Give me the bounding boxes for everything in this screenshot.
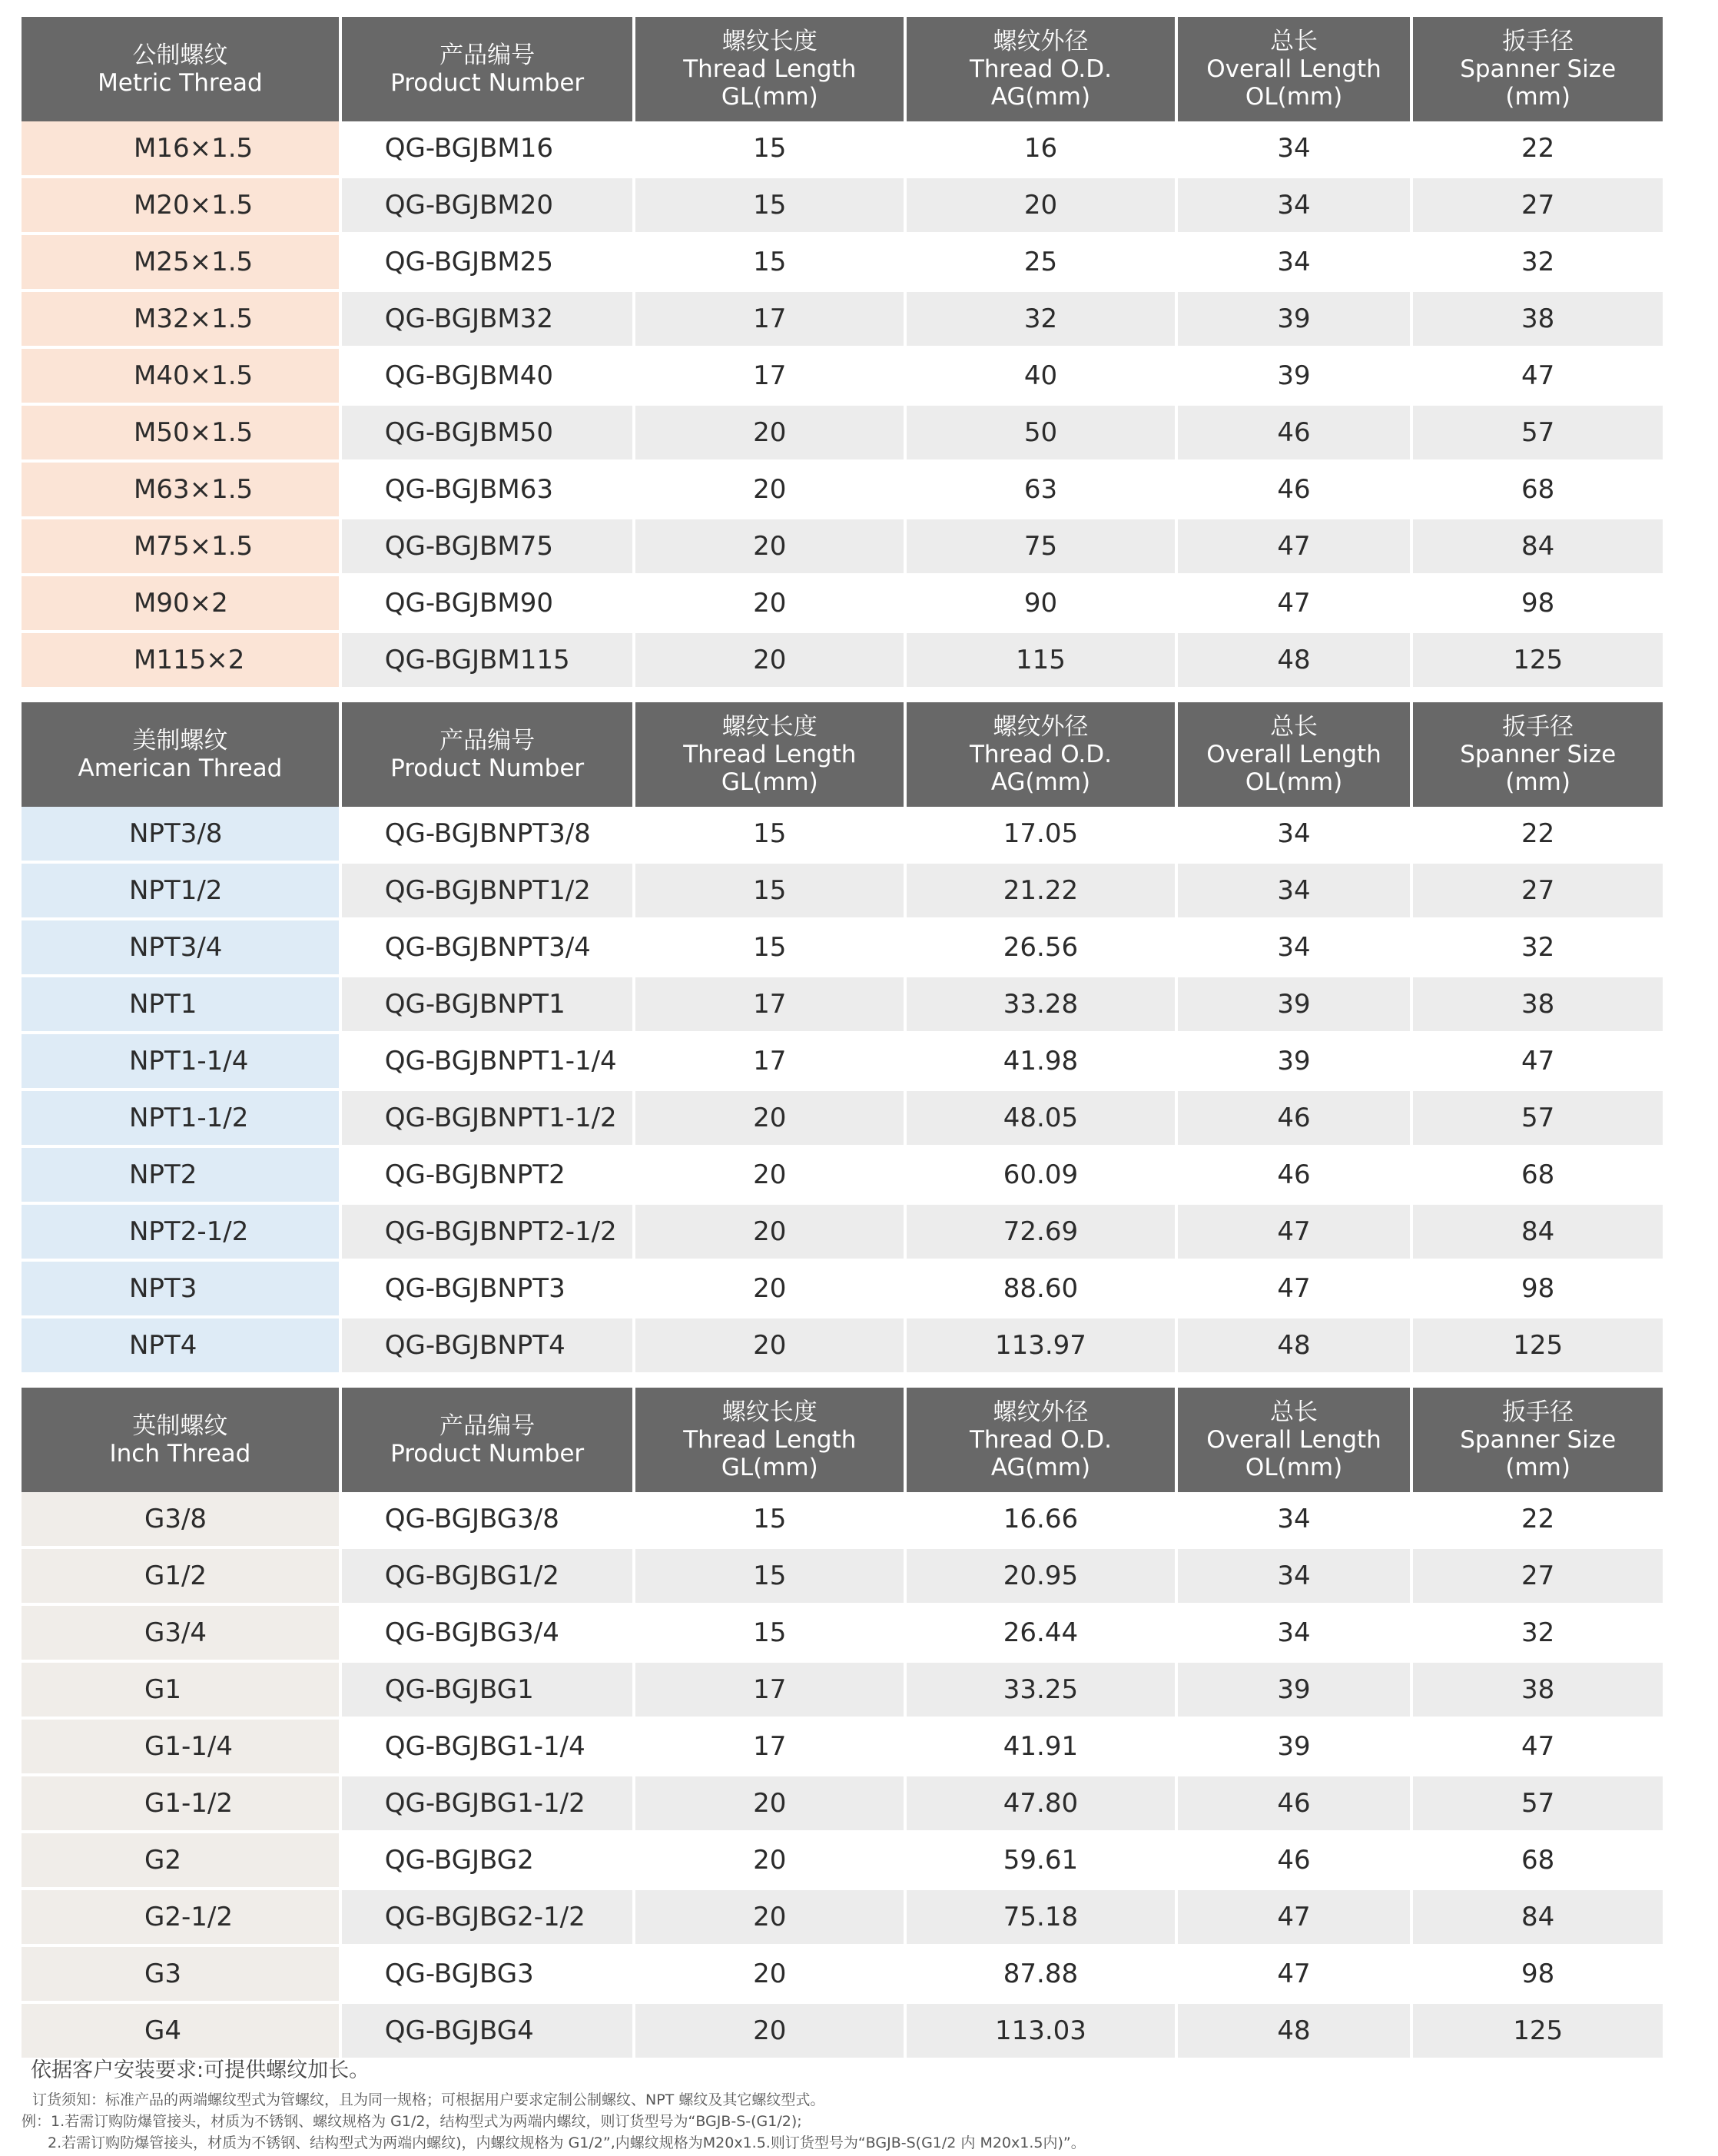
spanner-size-cell: 22 (1413, 807, 1663, 864)
overall-length-cell: 39 (1178, 977, 1411, 1034)
thread-od-cell: 113.03 (907, 2004, 1175, 2061)
thread-length-cell: 20 (635, 633, 904, 690)
spanner-size-cell: 47 (1413, 349, 1663, 406)
product-number-cell: QG-BGJBM115 (342, 633, 633, 690)
overall-length-header: 总长 Overall Length OL(mm) (1178, 1388, 1411, 1492)
thread-od-cell: 90 (907, 576, 1175, 633)
overall-length-cell: 48 (1178, 2004, 1411, 2061)
thread-od-cell: 60.09 (907, 1148, 1175, 1205)
overall-length-cell: 46 (1178, 1833, 1411, 1890)
spanner-size-cell: 47 (1413, 1034, 1663, 1091)
thread-length-header: 螺纹长度 Thread Length GL(mm) (635, 17, 904, 121)
table-row (22, 463, 1663, 519)
thread-spec-cell: NPT1-1/2 (22, 1091, 339, 1148)
thread-od-cell: 16.66 (907, 1492, 1175, 1549)
product-number-cell: QG-BGJBG1-1/2 (342, 1776, 633, 1833)
spanner-size-cell: 84 (1413, 519, 1663, 576)
overall-length-cell: 46 (1178, 1148, 1411, 1205)
spanner-size-cell: 98 (1413, 1262, 1663, 1318)
overall-length-cell: 34 (1178, 235, 1411, 292)
header-row (22, 702, 1663, 807)
thread-length-cell: 20 (635, 519, 904, 576)
table-row (22, 977, 1663, 1034)
thread-od-cell: 47.80 (907, 1776, 1175, 1833)
product-number-cell: QG-BGJBNPT1-1/2 (342, 1091, 633, 1148)
thread-length-cell: 15 (635, 1492, 904, 1549)
overall-length-cell: 47 (1178, 1262, 1411, 1318)
overall-length-cell: 34 (1178, 1549, 1411, 1606)
thread-spec-cell: NPT3/4 (22, 920, 339, 977)
order-note: 订货须知：标准产品的两端螺纹型式为管螺纹，且为同一规格；可根据用户要求定制公制螺纹、NPT 螺纹及其它螺纹型式。 (32, 2091, 825, 2108)
table-row (22, 1663, 1663, 1720)
thread-length-cell: 17 (635, 977, 904, 1034)
overall-length-header: 总长 Overall Length OL(mm) (1178, 17, 1411, 121)
thread-spec-cell: M40×1.5 (22, 349, 339, 406)
thread-length-cell: 20 (635, 1091, 904, 1148)
product-number-cell: QG-BGJBG4 (342, 2004, 633, 2061)
thread-spec-cell: NPT1 (22, 977, 339, 1034)
overall-length-cell: 39 (1178, 292, 1411, 349)
thread-length-cell: 20 (635, 406, 904, 463)
thread-spec-cell: M115×2 (22, 633, 339, 690)
product-number-cell: QG-BGJBM32 (342, 292, 633, 349)
overall-length-cell: 34 (1178, 178, 1411, 235)
overall-length-cell: 47 (1178, 576, 1411, 633)
table-row (22, 1833, 1663, 1890)
table-row (22, 1318, 1663, 1375)
product-number-cell: QG-BGJBNPT4 (342, 1318, 633, 1375)
example-note-2: 2.若需订购防爆管接头，材质为不锈钢、结构型式为两端内螺纹)，内螺纹规格为 G1/2”,内螺纹规格为M20x1.5.则订货型号为“BGJB-S(G1/2 内 M20x1.5内)”。 (48, 2134, 1086, 2151)
thread-od-cell: 41.91 (907, 1720, 1175, 1776)
overall-length-cell: 48 (1178, 1318, 1411, 1375)
thread-spec-cell: NPT1-1/4 (22, 1034, 339, 1091)
table-row (22, 1606, 1663, 1663)
thread-type-header: 美制螺纹 American Thread (22, 702, 339, 807)
product-number-cell: QG-BGJBNPT2-1/2 (342, 1205, 633, 1262)
thread-spec-cell: M63×1.5 (22, 463, 339, 519)
spanner-size-cell: 27 (1413, 1549, 1663, 1606)
table-body (22, 121, 1663, 690)
table-row (22, 1776, 1663, 1833)
thread-od-cell: 16 (907, 121, 1175, 178)
overall-length-cell: 39 (1178, 1034, 1411, 1091)
table-row (22, 349, 1663, 406)
thread-length-cell: 20 (635, 1776, 904, 1833)
thread-length-cell: 15 (635, 807, 904, 864)
header-row (22, 17, 1663, 121)
product-number-cell: QG-BGJBNPT2 (342, 1148, 633, 1205)
thread-length-cell: 20 (635, 1833, 904, 1890)
table-body (22, 807, 1663, 1375)
spanner-size-cell: 125 (1413, 633, 1663, 690)
overall-length-cell: 47 (1178, 1205, 1411, 1262)
overall-length-cell: 46 (1178, 463, 1411, 519)
product-number-cell: QG-BGJBG2 (342, 1833, 633, 1890)
thread-length-cell: 20 (635, 1148, 904, 1205)
product-number-cell: QG-BGJBNPT1 (342, 977, 633, 1034)
thread-od-cell: 17.05 (907, 807, 1175, 864)
thread-od-cell: 41.98 (907, 1034, 1175, 1091)
thread-spec-cell: G2-1/2 (22, 1890, 339, 1947)
product-number-header: 产品编号 Product Number (342, 702, 633, 807)
table-row (22, 920, 1663, 977)
thread-length-cell: 17 (635, 1720, 904, 1776)
table-row (22, 1720, 1663, 1776)
thread-length-cell: 17 (635, 1663, 904, 1720)
product-number-cell: QG-BGJBG3 (342, 1947, 633, 2004)
overall-length-cell: 34 (1178, 864, 1411, 920)
spanner-size-header: 扳手径 Spanner Size (mm) (1413, 1388, 1663, 1492)
spanner-size-cell: 32 (1413, 920, 1663, 977)
overall-length-cell: 47 (1178, 519, 1411, 576)
overall-length-cell: 47 (1178, 1947, 1411, 2004)
thread-length-cell: 20 (635, 1318, 904, 1375)
note-main: 依据客户安装要求:可提供螺纹加长。 (31, 2058, 370, 2082)
thread-od-cell: 75 (907, 519, 1175, 576)
product-number-header: 产品编号 Product Number (342, 17, 633, 121)
thread-length-header: 螺纹长度 Thread Length GL(mm) (635, 702, 904, 807)
thread-od-cell: 20 (907, 178, 1175, 235)
thread-length-cell: 20 (635, 1205, 904, 1262)
product-number-header: 产品编号 Product Number (342, 1388, 633, 1492)
thread-length-cell: 20 (635, 1890, 904, 1947)
thread-length-cell: 15 (635, 235, 904, 292)
product-number-cell: QG-BGJBM50 (342, 406, 633, 463)
table-row (22, 807, 1663, 864)
spec-sheet (22, 17, 1669, 2061)
table-row (22, 1205, 1663, 1262)
thread-od-cell: 75.18 (907, 1890, 1175, 1947)
thread-length-header: 螺纹长度 Thread Length GL(mm) (635, 1388, 904, 1492)
thread-od-cell: 88.60 (907, 1262, 1175, 1318)
product-number-cell: QG-BGJBNPT1/2 (342, 864, 633, 920)
product-number-cell: QG-BGJBG3/8 (342, 1492, 633, 1549)
table-row (22, 1947, 1663, 2004)
table-row (22, 864, 1663, 920)
thread-spec-cell: G3/4 (22, 1606, 339, 1663)
example-note-1: 例：1.若需订购防爆管接头，材质为不锈钢、螺纹规格为 G1/2，结构型式为两端内螺纹，则订货型号为“BGJB-S-(G1/2); (22, 2113, 802, 2130)
thread-spec-cell: M16×1.5 (22, 121, 339, 178)
thread-length-cell: 15 (635, 864, 904, 920)
thread-spec-cell: NPT1/2 (22, 864, 339, 920)
thread-spec-cell: G2 (22, 1833, 339, 1890)
thread-spec-cell: NPT4 (22, 1318, 339, 1375)
table-row (22, 1890, 1663, 1947)
overall-length-cell: 34 (1178, 807, 1411, 864)
product-number-cell: QG-BGJBNPT3 (342, 1262, 633, 1318)
spanner-size-cell: 98 (1413, 576, 1663, 633)
thread-spec-cell: NPT2 (22, 1148, 339, 1205)
header-row (22, 1388, 1663, 1492)
thread-spec-cell: NPT3 (22, 1262, 339, 1318)
american-thread-table (18, 702, 1666, 1375)
table-row (22, 633, 1663, 690)
spanner-size-cell: 32 (1413, 235, 1663, 292)
thread-od-cell: 32 (907, 292, 1175, 349)
thread-spec-cell: M50×1.5 (22, 406, 339, 463)
thread-od-cell: 26.56 (907, 920, 1175, 977)
thread-spec-cell: M75×1.5 (22, 519, 339, 576)
overall-length-cell: 34 (1178, 920, 1411, 977)
table-row (22, 292, 1663, 349)
overall-length-cell: 34 (1178, 1492, 1411, 1549)
thread-od-cell: 26.44 (907, 1606, 1175, 1663)
thread-od-cell: 33.25 (907, 1663, 1175, 1720)
thread-length-cell: 15 (635, 1549, 904, 1606)
product-number-cell: QG-BGJBM63 (342, 463, 633, 519)
spanner-size-cell: 38 (1413, 292, 1663, 349)
table-row (22, 1262, 1663, 1318)
table-row (22, 1492, 1663, 1549)
thread-spec-cell: M20×1.5 (22, 178, 339, 235)
product-number-cell: QG-BGJBG3/4 (342, 1606, 633, 1663)
product-number-cell: QG-BGJBNPT1-1/4 (342, 1034, 633, 1091)
spanner-size-cell: 98 (1413, 1947, 1663, 2004)
thread-spec-cell: G3 (22, 1947, 339, 2004)
spanner-size-cell: 27 (1413, 864, 1663, 920)
spanner-size-cell: 38 (1413, 1663, 1663, 1720)
thread-length-cell: 20 (635, 2004, 904, 2061)
overall-length-cell: 34 (1178, 121, 1411, 178)
thread-spec-cell: G1 (22, 1663, 339, 1720)
thread-type-header: 英制螺纹 Inch Thread (22, 1388, 339, 1492)
product-number-cell: QG-BGJBM40 (342, 349, 633, 406)
overall-length-cell: 47 (1178, 1890, 1411, 1947)
product-number-cell: QG-BGJBM25 (342, 235, 633, 292)
thread-length-cell: 20 (635, 576, 904, 633)
thread-length-cell: 15 (635, 178, 904, 235)
thread-length-cell: 20 (635, 463, 904, 519)
table-row (22, 1034, 1663, 1091)
spanner-size-cell: 84 (1413, 1205, 1663, 1262)
overall-length-cell: 39 (1178, 1663, 1411, 1720)
inch-thread-table (18, 1388, 1666, 2061)
thread-spec-cell: M32×1.5 (22, 292, 339, 349)
spanner-size-header: 扳手径 Spanner Size (mm) (1413, 17, 1663, 121)
overall-length-cell: 46 (1178, 1091, 1411, 1148)
overall-length-cell: 39 (1178, 349, 1411, 406)
thread-od-cell: 25 (907, 235, 1175, 292)
product-number-cell: QG-BGJBM75 (342, 519, 633, 576)
table-row (22, 235, 1663, 292)
table-row (22, 406, 1663, 463)
thread-length-cell: 17 (635, 349, 904, 406)
spanner-size-cell: 57 (1413, 1776, 1663, 1833)
table-row (22, 2004, 1663, 2061)
spanner-size-cell: 68 (1413, 1833, 1663, 1890)
thread-type-header: 公制螺纹 Metric Thread (22, 17, 339, 121)
spanner-size-cell: 68 (1413, 1148, 1663, 1205)
spanner-size-cell: 125 (1413, 1318, 1663, 1375)
spanner-size-cell: 68 (1413, 463, 1663, 519)
thread-od-cell: 63 (907, 463, 1175, 519)
thread-length-cell: 15 (635, 121, 904, 178)
notes-section (22, 2053, 1681, 2155)
thread-od-cell: 113.97 (907, 1318, 1175, 1375)
thread-spec-cell: G4 (22, 2004, 339, 2061)
thread-spec-cell: G3/8 (22, 1492, 339, 1549)
product-number-cell: QG-BGJBNPT3/8 (342, 807, 633, 864)
product-number-cell: QG-BGJBG1/2 (342, 1549, 633, 1606)
thread-spec-cell: M90×2 (22, 576, 339, 633)
product-number-cell: QG-BGJBM16 (342, 121, 633, 178)
spanner-size-cell: 22 (1413, 121, 1663, 178)
spanner-size-header: 扳手径 Spanner Size (mm) (1413, 702, 1663, 807)
overall-length-cell: 46 (1178, 406, 1411, 463)
thread-od-cell: 50 (907, 406, 1175, 463)
spanner-size-cell: 57 (1413, 406, 1663, 463)
table-row (22, 1549, 1663, 1606)
product-number-cell: QG-BGJBG1-1/4 (342, 1720, 633, 1776)
product-number-cell: QG-BGJBNPT3/4 (342, 920, 633, 977)
overall-length-cell: 39 (1178, 1720, 1411, 1776)
spanner-size-cell: 32 (1413, 1606, 1663, 1663)
spanner-size-cell: 125 (1413, 2004, 1663, 2061)
table-row (22, 576, 1663, 633)
overall-length-cell: 34 (1178, 1606, 1411, 1663)
thread-length-cell: 15 (635, 920, 904, 977)
thread-od-header: 螺纹外径 Thread O.D. AG(mm) (907, 702, 1175, 807)
thread-od-cell: 87.88 (907, 1947, 1175, 2004)
thread-od-cell: 115 (907, 633, 1175, 690)
product-number-cell: QG-BGJBG2-1/2 (342, 1890, 633, 1947)
spanner-size-cell: 22 (1413, 1492, 1663, 1549)
product-number-cell: QG-BGJBM20 (342, 178, 633, 235)
product-number-cell: QG-BGJBG1 (342, 1663, 633, 1720)
spanner-size-cell: 27 (1413, 178, 1663, 235)
thread-spec-cell: NPT3/8 (22, 807, 339, 864)
spanner-size-cell: 57 (1413, 1091, 1663, 1148)
thread-length-cell: 15 (635, 1606, 904, 1663)
spanner-size-cell: 38 (1413, 977, 1663, 1034)
table-row (22, 178, 1663, 235)
thread-length-cell: 17 (635, 292, 904, 349)
overall-length-cell: 46 (1178, 1776, 1411, 1833)
thread-od-cell: 72.69 (907, 1205, 1175, 1262)
thread-length-cell: 20 (635, 1947, 904, 2004)
thread-spec-cell: G1/2 (22, 1549, 339, 1606)
thread-od-cell: 40 (907, 349, 1175, 406)
thread-spec-cell: NPT2-1/2 (22, 1205, 339, 1262)
thread-od-cell: 59.61 (907, 1833, 1175, 1890)
thread-od-header: 螺纹外径 Thread O.D. AG(mm) (907, 1388, 1175, 1492)
table-row (22, 519, 1663, 576)
table-row (22, 1148, 1663, 1205)
metric-thread-table (18, 17, 1666, 690)
thread-spec-cell: G1-1/4 (22, 1720, 339, 1776)
thread-od-cell: 21.22 (907, 864, 1175, 920)
thread-length-cell: 20 (635, 1262, 904, 1318)
thread-od-cell: 48.05 (907, 1091, 1175, 1148)
spanner-size-cell: 47 (1413, 1720, 1663, 1776)
table-row (22, 121, 1663, 178)
table-row (22, 1091, 1663, 1148)
product-number-cell: QG-BGJBM90 (342, 576, 633, 633)
thread-length-cell: 17 (635, 1034, 904, 1091)
overall-length-cell: 48 (1178, 633, 1411, 690)
thread-od-cell: 20.95 (907, 1549, 1175, 1606)
spanner-size-cell: 84 (1413, 1890, 1663, 1947)
overall-length-header: 总长 Overall Length OL(mm) (1178, 702, 1411, 807)
thread-od-cell: 33.28 (907, 977, 1175, 1034)
thread-spec-cell: M25×1.5 (22, 235, 339, 292)
table-body (22, 1492, 1663, 2061)
thread-spec-cell: G1-1/2 (22, 1776, 339, 1833)
thread-od-header: 螺纹外径 Thread O.D. AG(mm) (907, 17, 1175, 121)
